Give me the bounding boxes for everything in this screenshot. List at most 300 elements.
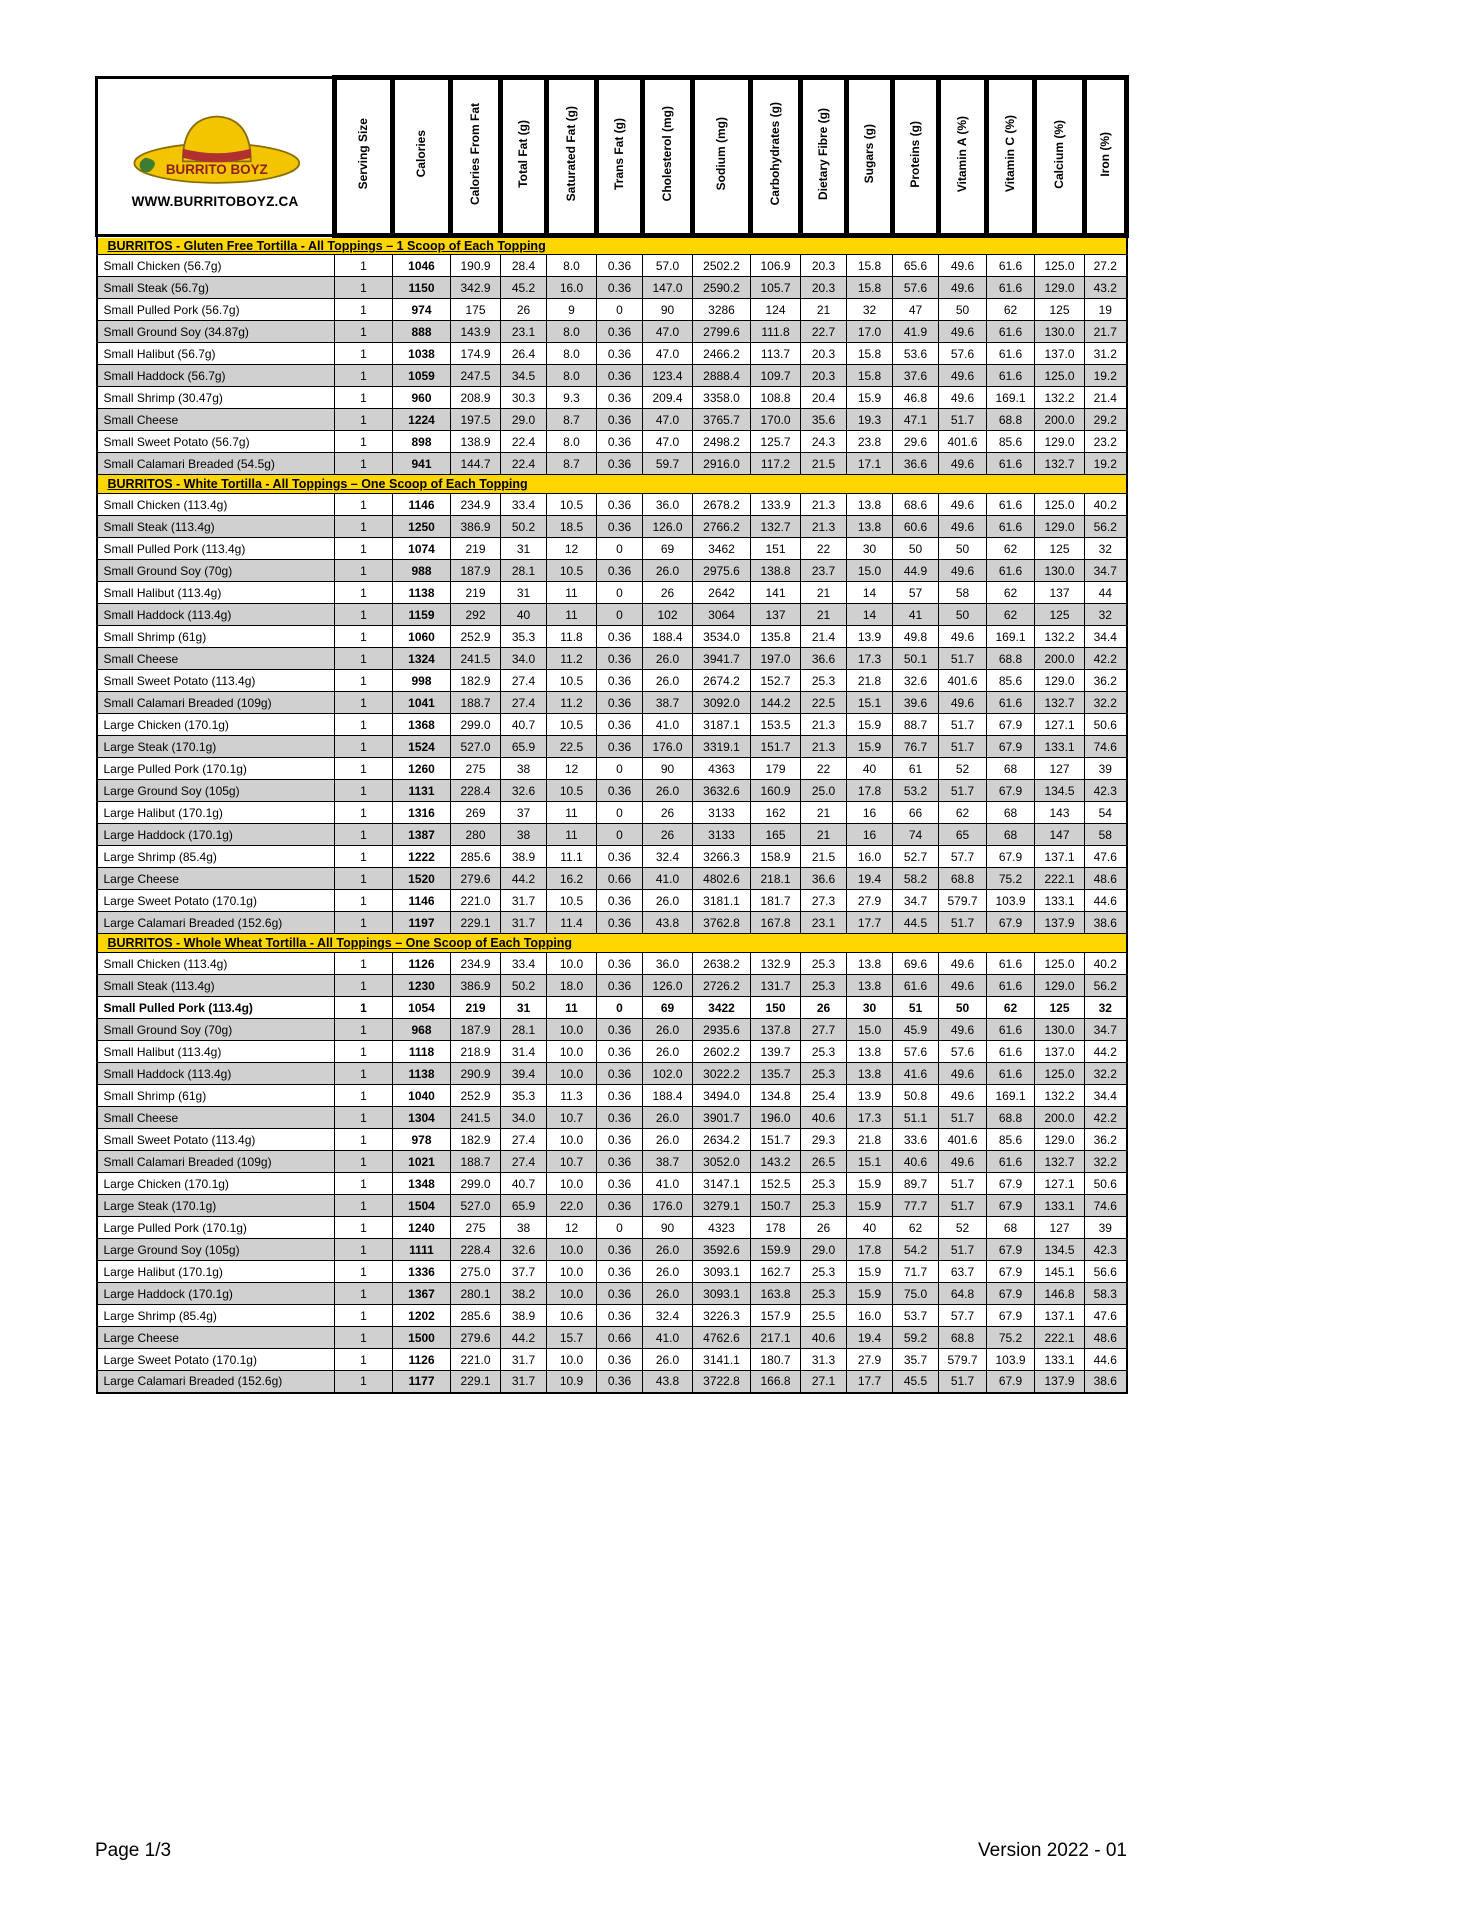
value-cell: 135.7	[751, 1063, 801, 1085]
value-cell: 1131	[393, 780, 451, 802]
value-cell: 10.5	[547, 890, 597, 912]
value-cell: 49.6	[939, 626, 987, 648]
table-row	[97, 277, 1127, 299]
value-cell: 130.0	[1035, 321, 1085, 343]
value-cell: 13.9	[847, 1085, 893, 1107]
value-cell: 57.7	[939, 846, 987, 868]
row-name-cell: Small Pulled Pork (56.7g)	[97, 299, 335, 321]
value-cell: 0.36	[597, 1085, 643, 1107]
value-cell: 47.0	[643, 343, 693, 365]
value-cell: 132.7	[1035, 1151, 1085, 1173]
section-header-row	[97, 475, 1127, 494]
value-cell: 67.9	[987, 1239, 1035, 1261]
value-cell: 21.5	[801, 453, 847, 475]
value-cell: 1	[335, 321, 393, 343]
column-header-label: Serving Size	[355, 118, 370, 190]
value-cell: 123.4	[643, 365, 693, 387]
value-cell: 0.36	[597, 343, 643, 365]
value-cell: 68.8	[939, 1327, 987, 1349]
value-cell: 34.7	[1085, 560, 1127, 582]
value-cell: 218.1	[751, 868, 801, 890]
value-cell: 51.7	[939, 1107, 987, 1129]
value-cell: 0.36	[597, 1107, 643, 1129]
value-cell: 285.6	[451, 846, 501, 868]
value-cell: 23.1	[501, 321, 547, 343]
value-cell: 1222	[393, 846, 451, 868]
value-cell: 13.9	[847, 626, 893, 648]
value-cell: 1	[335, 1305, 393, 1327]
value-cell: 2678.2	[693, 494, 751, 516]
value-cell: 252.9	[451, 1085, 501, 1107]
value-cell: 39.6	[893, 692, 939, 714]
value-cell: 62	[893, 1217, 939, 1239]
value-cell: 64.8	[939, 1283, 987, 1305]
value-cell: 1	[335, 953, 393, 975]
section-header-row	[97, 236, 1127, 255]
value-cell: 75.2	[987, 1327, 1035, 1349]
value-cell: 50	[939, 538, 987, 560]
value-cell: 67.9	[987, 1371, 1035, 1393]
table-row	[97, 1085, 1127, 1107]
value-cell: 44.5	[893, 912, 939, 934]
value-cell: 187.9	[451, 1019, 501, 1041]
value-cell: 3632.6	[693, 780, 751, 802]
value-cell: 10.5	[547, 780, 597, 802]
value-cell: 1	[335, 997, 393, 1019]
value-cell: 50.6	[1085, 714, 1127, 736]
value-cell: 74.6	[1085, 736, 1127, 758]
value-cell: 44.2	[501, 1327, 547, 1349]
value-cell: 51.7	[939, 1371, 987, 1393]
value-cell: 151	[751, 538, 801, 560]
column-header-label: Vitamin A (%)	[954, 115, 969, 193]
value-cell: 579.7	[939, 890, 987, 912]
value-cell: 0.36	[597, 494, 643, 516]
value-cell: 26	[501, 299, 547, 321]
value-cell: 48.6	[1085, 1327, 1127, 1349]
value-cell: 1	[335, 1261, 393, 1283]
value-cell: 37.7	[501, 1261, 547, 1283]
value-cell: 162.7	[751, 1261, 801, 1283]
value-cell: 61.6	[987, 975, 1035, 997]
column-header-10	[847, 78, 893, 236]
value-cell: 49.6	[939, 387, 987, 409]
value-cell: 1304	[393, 1107, 451, 1129]
value-cell: 2466.2	[693, 343, 751, 365]
value-cell: 2498.2	[693, 431, 751, 453]
value-cell: 1	[335, 1063, 393, 1085]
value-cell: 58.3	[1085, 1283, 1127, 1305]
value-cell: 10.9	[547, 1371, 597, 1393]
value-cell: 50	[893, 538, 939, 560]
value-cell: 129.0	[1035, 975, 1085, 997]
value-cell: 219	[451, 582, 501, 604]
value-cell: 62	[987, 582, 1035, 604]
value-cell: 17.3	[847, 1107, 893, 1129]
value-cell: 16.0	[847, 1305, 893, 1327]
value-cell: 20.4	[801, 387, 847, 409]
value-cell: 150.7	[751, 1195, 801, 1217]
value-cell: 0.36	[597, 736, 643, 758]
row-name-cell: Small Pulled Pork (113.4g)	[97, 997, 335, 1019]
value-cell: 102	[643, 604, 693, 626]
value-cell: 1074	[393, 538, 451, 560]
value-cell: 2975.6	[693, 560, 751, 582]
value-cell: 342.9	[451, 277, 501, 299]
value-cell: 30	[847, 538, 893, 560]
value-cell: 222.1	[1035, 1327, 1085, 1349]
value-cell: 49.6	[939, 560, 987, 582]
section-title: BURRITOS - Gluten Free Tortilla - All Toppings – 1 Scoop of Each Topping	[107, 239, 546, 253]
value-cell: 45.9	[893, 1019, 939, 1041]
value-cell: 139.7	[751, 1041, 801, 1063]
value-cell: 143.2	[751, 1151, 801, 1173]
section-header-cell	[97, 475, 1127, 494]
value-cell: 10.0	[547, 1063, 597, 1085]
value-cell: 29.2	[1085, 409, 1127, 431]
value-cell: 66	[893, 802, 939, 824]
value-cell: 49.6	[939, 1063, 987, 1085]
value-cell: 2590.2	[693, 277, 751, 299]
value-cell: 43.8	[643, 1371, 693, 1393]
value-cell: 290.9	[451, 1063, 501, 1085]
value-cell: 0.36	[597, 560, 643, 582]
value-cell: 27.4	[501, 1151, 547, 1173]
value-cell: 0.36	[597, 912, 643, 934]
value-cell: 36.2	[1085, 1129, 1127, 1151]
table-row	[97, 758, 1127, 780]
value-cell: 15.9	[847, 1283, 893, 1305]
value-cell: 49.6	[939, 975, 987, 997]
page-number: Page 1/3	[95, 1840, 172, 1861]
value-cell: 137	[751, 604, 801, 626]
value-cell: 0.36	[597, 1305, 643, 1327]
value-cell: 109.7	[751, 365, 801, 387]
value-cell: 39.4	[501, 1063, 547, 1085]
value-cell: 22	[801, 758, 847, 780]
value-cell: 26.0	[643, 780, 693, 802]
value-cell: 1126	[393, 953, 451, 975]
row-name-cell: Large Halibut (170.1g)	[97, 1261, 335, 1283]
value-cell: 51.7	[939, 780, 987, 802]
burritoboyz-logo	[100, 104, 330, 209]
value-cell: 12	[547, 758, 597, 780]
value-cell: 16	[847, 802, 893, 824]
value-cell: 32.4	[643, 1305, 693, 1327]
value-cell: 3266.3	[693, 846, 751, 868]
value-cell: 75.0	[893, 1283, 939, 1305]
value-cell: 19.4	[847, 868, 893, 890]
column-header-label: Iron (%)	[1097, 131, 1112, 177]
value-cell: 15.9	[847, 1261, 893, 1283]
value-cell: 135.8	[751, 626, 801, 648]
value-cell: 1	[335, 1019, 393, 1041]
value-cell: 1	[335, 1041, 393, 1063]
value-cell: 147	[1035, 824, 1085, 846]
value-cell: 229.1	[451, 1371, 501, 1393]
value-cell: 1	[335, 453, 393, 475]
value-cell: 127	[1035, 1217, 1085, 1239]
value-cell: 1177	[393, 1371, 451, 1393]
value-cell: 47.6	[1085, 846, 1127, 868]
value-cell: 1041	[393, 692, 451, 714]
value-cell: 10.5	[547, 494, 597, 516]
value-cell: 36.6	[893, 453, 939, 475]
column-header-label: Calories From Fat	[467, 102, 482, 206]
value-cell: 23.2	[1085, 431, 1127, 453]
value-cell: 176.0	[643, 1195, 693, 1217]
value-cell: 134.5	[1035, 780, 1085, 802]
value-cell: 35.3	[501, 1085, 547, 1107]
column-header-0	[335, 78, 393, 236]
value-cell: 58	[939, 582, 987, 604]
value-cell: 11	[547, 824, 597, 846]
value-cell: 3093.1	[693, 1261, 751, 1283]
row-name-cell: Large Pulled Pork (170.1g)	[97, 758, 335, 780]
value-cell: 3494.0	[693, 1085, 751, 1107]
value-cell: 280	[451, 824, 501, 846]
value-cell: 133.9	[751, 494, 801, 516]
column-header-8	[751, 78, 801, 236]
value-cell: 13.8	[847, 975, 893, 997]
value-cell: 0.36	[597, 516, 643, 538]
value-cell: 279.6	[451, 868, 501, 890]
value-cell: 57.6	[939, 343, 987, 365]
value-cell: 127.1	[1035, 714, 1085, 736]
value-cell: 17.3	[847, 648, 893, 670]
value-cell: 62	[987, 604, 1035, 626]
column-header-label: Calcium (%)	[1051, 119, 1066, 189]
value-cell: 0.36	[597, 1173, 643, 1195]
value-cell: 228.4	[451, 1239, 501, 1261]
value-cell: 44.6	[1085, 1349, 1127, 1371]
value-cell: 13.8	[847, 1063, 893, 1085]
value-cell: 147.0	[643, 277, 693, 299]
row-name-cell: Small Sweet Potato (113.4g)	[97, 670, 335, 692]
value-cell: 40	[847, 758, 893, 780]
value-cell: 124	[751, 299, 801, 321]
table-row	[97, 1283, 1127, 1305]
value-cell: 275	[451, 758, 501, 780]
value-cell: 61.6	[987, 1019, 1035, 1041]
row-name-cell: Large Sweet Potato (170.1g)	[97, 1349, 335, 1371]
table-row	[97, 1041, 1127, 1063]
section-title: BURRITOS - White Tortilla - All Toppings – One Scoop of Each Topping	[107, 477, 528, 491]
value-cell: 1	[335, 670, 393, 692]
value-cell: 67.9	[987, 1305, 1035, 1327]
value-cell: 133.1	[1035, 736, 1085, 758]
value-cell: 144.2	[751, 692, 801, 714]
value-cell: 21.7	[1085, 321, 1127, 343]
table-row	[97, 431, 1127, 453]
value-cell: 1	[335, 692, 393, 714]
value-cell: 1	[335, 343, 393, 365]
value-cell: 15.7	[547, 1327, 597, 1349]
value-cell: 28.1	[501, 560, 547, 582]
column-header-label: Sodium (mg)	[713, 117, 728, 191]
value-cell: 146.8	[1035, 1283, 1085, 1305]
value-cell: 15.1	[847, 1151, 893, 1173]
value-cell: 10.0	[547, 953, 597, 975]
column-header-label: Sugars (g)	[861, 124, 876, 184]
value-cell: 219	[451, 538, 501, 560]
value-cell: 45.5	[893, 1371, 939, 1393]
value-cell: 234.9	[451, 494, 501, 516]
value-cell: 26.0	[643, 1283, 693, 1305]
value-cell: 69	[643, 538, 693, 560]
value-cell: 241.5	[451, 648, 501, 670]
value-cell: 65.6	[893, 255, 939, 277]
value-cell: 50.2	[501, 516, 547, 538]
value-cell: 1230	[393, 975, 451, 997]
value-cell: 0	[597, 1217, 643, 1239]
value-cell: 1	[335, 648, 393, 670]
value-cell: 10.0	[547, 1041, 597, 1063]
table-row	[97, 1107, 1127, 1129]
value-cell: 56.2	[1085, 975, 1127, 997]
value-cell: 21	[801, 802, 847, 824]
value-cell: 17.7	[847, 1371, 893, 1393]
value-cell: 34.0	[501, 1107, 547, 1129]
value-cell: 0.36	[597, 409, 643, 431]
row-name-cell: Large Chicken (170.1g)	[97, 714, 335, 736]
value-cell: 12	[547, 538, 597, 560]
value-cell: 68	[987, 758, 1035, 780]
value-cell: 4762.6	[693, 1327, 751, 1349]
table-row	[97, 365, 1127, 387]
row-name-cell: Large Steak (170.1g)	[97, 736, 335, 758]
value-cell: 0.36	[597, 1195, 643, 1217]
value-cell: 200.0	[1035, 409, 1085, 431]
value-cell: 62	[987, 997, 1035, 1019]
table-row	[97, 453, 1127, 475]
column-header-9	[801, 78, 847, 236]
table-row	[97, 321, 1127, 343]
value-cell: 3022.2	[693, 1063, 751, 1085]
value-cell: 978	[393, 1129, 451, 1151]
value-cell: 188.7	[451, 692, 501, 714]
row-name-cell: Small Halibut (113.4g)	[97, 1041, 335, 1063]
value-cell: 2766.2	[693, 516, 751, 538]
value-cell: 39	[1085, 1217, 1127, 1239]
section-header-cell	[97, 236, 1127, 255]
value-cell: 968	[393, 1019, 451, 1041]
value-cell: 175	[451, 299, 501, 321]
value-cell: 36.6	[801, 648, 847, 670]
value-cell: 1059	[393, 365, 451, 387]
value-cell: 152.5	[751, 1173, 801, 1195]
value-cell: 0.36	[597, 1283, 643, 1305]
table-row	[97, 714, 1127, 736]
value-cell: 130.0	[1035, 1019, 1085, 1041]
value-cell: 23.1	[801, 912, 847, 934]
value-cell: 182.9	[451, 1129, 501, 1151]
value-cell: 3319.1	[693, 736, 751, 758]
value-cell: 3722.8	[693, 1371, 751, 1393]
value-cell: 1	[335, 802, 393, 824]
value-cell: 32	[1085, 538, 1127, 560]
value-cell: 137.8	[751, 1019, 801, 1041]
value-cell: 31.7	[501, 1371, 547, 1393]
value-cell: 1367	[393, 1283, 451, 1305]
value-cell: 137.0	[1035, 1041, 1085, 1063]
value-cell: 77.7	[893, 1195, 939, 1217]
value-cell: 61.6	[987, 1041, 1035, 1063]
value-cell: 1118	[393, 1041, 451, 1063]
value-cell: 26.4	[501, 343, 547, 365]
row-name-cell: Small Cheese	[97, 409, 335, 431]
value-cell: 34.7	[893, 890, 939, 912]
value-cell: 0.36	[597, 1371, 643, 1393]
value-cell: 188.7	[451, 1151, 501, 1173]
value-cell: 40.6	[801, 1107, 847, 1129]
row-name-cell: Small Pulled Pork (113.4g)	[97, 538, 335, 560]
value-cell: 0	[597, 997, 643, 1019]
value-cell: 3901.7	[693, 1107, 751, 1129]
table-row	[97, 1327, 1127, 1349]
value-cell: 9.3	[547, 387, 597, 409]
value-cell: 132.9	[751, 953, 801, 975]
table-row	[97, 736, 1127, 758]
value-cell: 3762.8	[693, 912, 751, 934]
table-row	[97, 1063, 1127, 1085]
value-cell: 49.6	[939, 1019, 987, 1041]
value-cell: 1	[335, 538, 393, 560]
row-name-cell: Large Pulled Pork (170.1g)	[97, 1217, 335, 1239]
value-cell: 85.6	[987, 670, 1035, 692]
value-cell: 15.8	[847, 277, 893, 299]
row-name-cell: Large Cheese	[97, 868, 335, 890]
table-row	[97, 997, 1127, 1019]
value-cell: 16.0	[547, 277, 597, 299]
value-cell: 279.6	[451, 1327, 501, 1349]
value-cell: 19.2	[1085, 453, 1127, 475]
value-cell: 888	[393, 321, 451, 343]
value-cell: 157.9	[751, 1305, 801, 1327]
value-cell: 10.5	[547, 714, 597, 736]
value-cell: 252.9	[451, 626, 501, 648]
value-cell: 10.0	[547, 1283, 597, 1305]
table-row	[97, 670, 1127, 692]
value-cell: 65.9	[501, 1195, 547, 1217]
value-cell: 25.3	[801, 1063, 847, 1085]
row-name-cell: Small Chicken (56.7g)	[97, 255, 335, 277]
value-cell: 143	[1035, 802, 1085, 824]
value-cell: 169.1	[987, 626, 1035, 648]
value-cell: 132.2	[1035, 626, 1085, 648]
value-cell: 24.3	[801, 431, 847, 453]
value-cell: 129.0	[1035, 277, 1085, 299]
table-row	[97, 953, 1127, 975]
value-cell: 62	[939, 802, 987, 824]
value-cell: 21.8	[847, 1129, 893, 1151]
value-cell: 132.2	[1035, 387, 1085, 409]
value-cell: 19	[1085, 299, 1127, 321]
table-row	[97, 255, 1127, 277]
value-cell: 61.6	[893, 975, 939, 997]
table-row	[97, 975, 1127, 997]
value-cell: 217.1	[751, 1327, 801, 1349]
value-cell: 105.7	[751, 277, 801, 299]
value-cell: 11	[547, 997, 597, 1019]
value-cell: 36.2	[1085, 670, 1127, 692]
value-cell: 22.5	[547, 736, 597, 758]
value-cell: 32	[847, 299, 893, 321]
column-header-label: Saturated Fat (g)	[563, 106, 578, 202]
value-cell: 44.2	[1085, 1041, 1127, 1063]
value-cell: 51.7	[939, 714, 987, 736]
value-cell: 2674.2	[693, 670, 751, 692]
